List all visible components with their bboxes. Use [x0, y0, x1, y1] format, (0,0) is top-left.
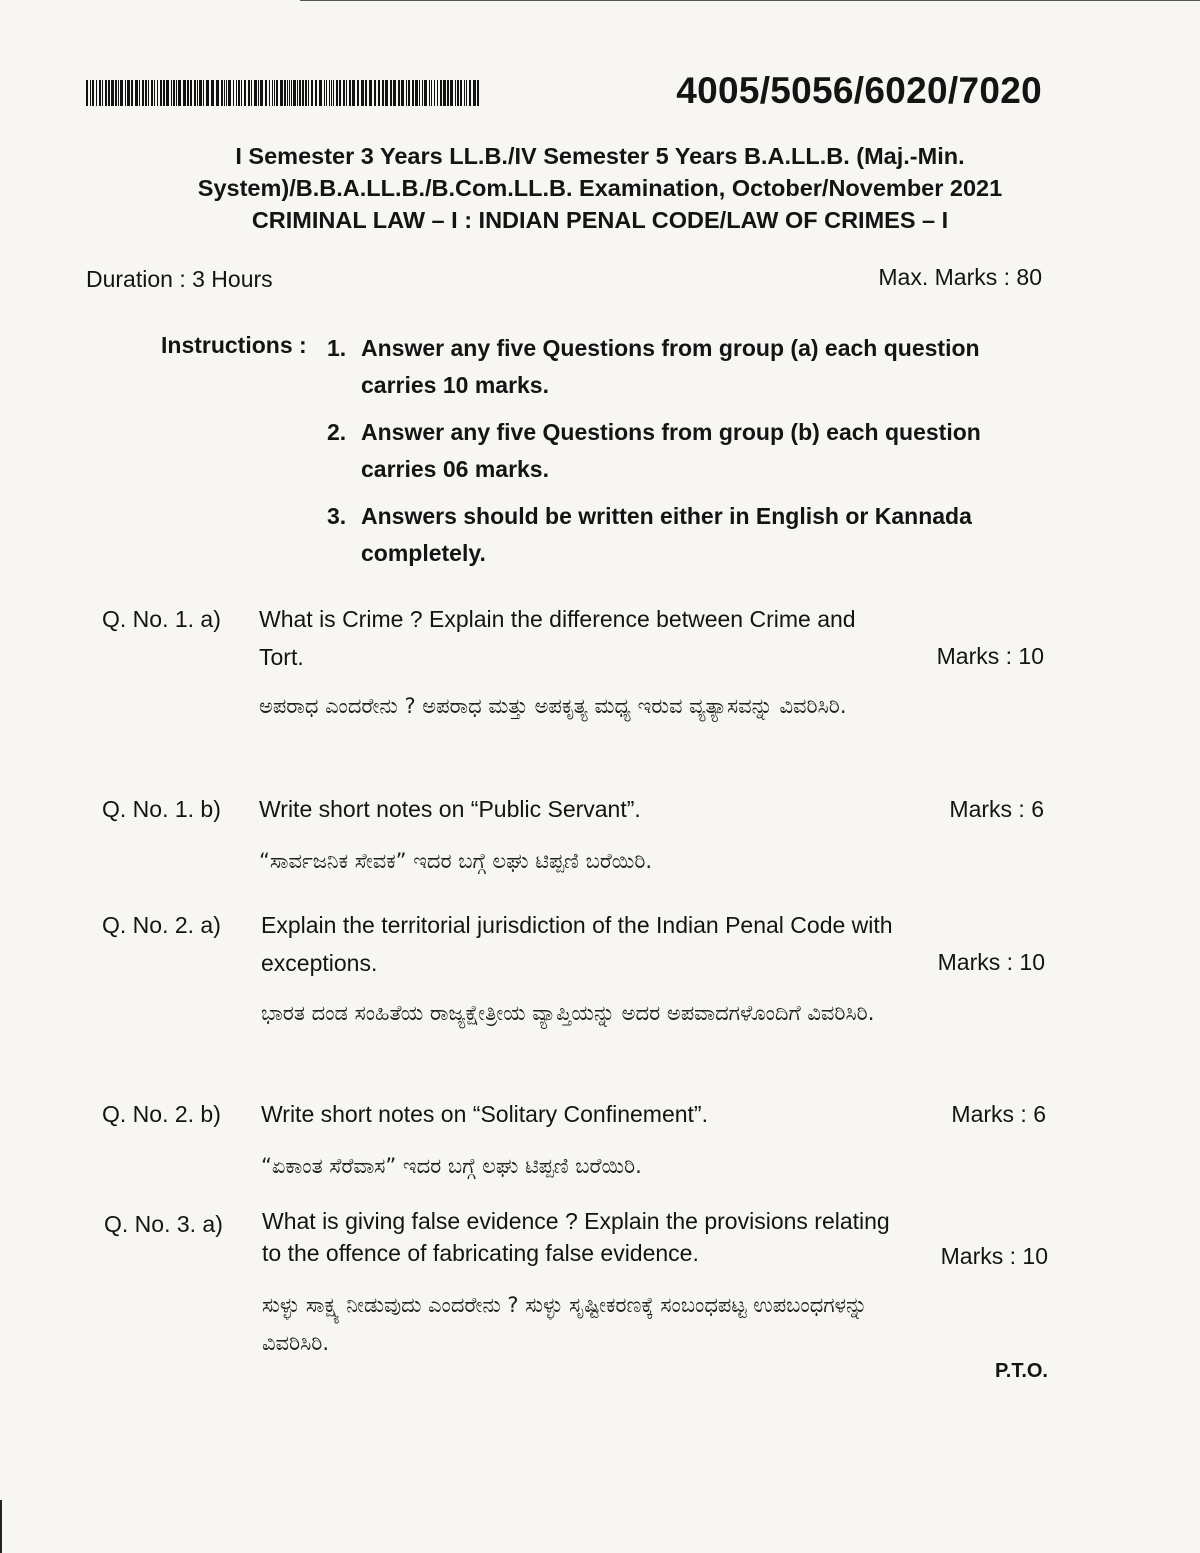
barcode-bar — [221, 80, 223, 106]
barcode-bar — [291, 80, 292, 106]
barcode-bar — [412, 80, 414, 106]
title-line-2: System)/B.B.A.LL.B./B.Com.LL.B. Examination, October/November 2021 — [197, 175, 1003, 201]
barcode-bar — [127, 80, 130, 106]
question-text-kannada: ಭಾರತ ದಂಡ ಸಂಹಿತೆಯ ರಾಜ್ಯಕ್ಷೇತ್ರೀಯ ವ್ಯಾಪ್ತಿಯನ್ನು ಅದರ ಅಪವಾದಗಳೊಂದಿಗೆ ವಿವರಿಸಿರಿ. — [261, 1001, 875, 1025]
barcode-bar — [244, 80, 246, 106]
barcode-bar — [199, 80, 202, 106]
question-text-english: What is giving false evidence ? Explain the provisions relating to the offence of fabricating false evidence. — [262, 1208, 890, 1266]
instructions-label: Instructions : — [161, 332, 307, 358]
barcode-bar — [443, 80, 446, 106]
barcode-bar — [226, 80, 227, 106]
barcode-bar — [385, 80, 388, 106]
barcode-bar — [297, 80, 298, 106]
barcode-bar — [361, 80, 364, 106]
barcode-bar — [382, 80, 384, 106]
barcode-bar — [90, 80, 91, 106]
question-text-english: Write short notes on “Public Servant”. — [259, 796, 641, 822]
instruction-item — [327, 498, 1007, 574]
barcode-bar — [469, 80, 471, 106]
barcode-bar — [96, 80, 97, 106]
barcode-bar — [157, 80, 158, 106]
barcode-bar — [440, 80, 442, 106]
barcode-bar — [187, 80, 189, 106]
barcode-bar — [251, 80, 252, 106]
title-line-3: CRIMINAL LAW – I : INDIAN PENAL CODE/LAW OF CRIMES – I — [251, 207, 949, 233]
barcode-bar — [343, 80, 345, 106]
barcode-bar — [315, 80, 317, 106]
question-text-english: Write short notes on “Solitary Confinement”. — [261, 1101, 708, 1127]
barcode-bar — [287, 80, 288, 106]
barcode-bar — [139, 80, 140, 106]
question-text-kannada: ಸುಳ್ಳು ಸಾಕ್ಷ್ಯ ನೀಡುವುದು ಎಂದರೇನು ? ಸುಳ್ಳು ಸೃಷ್ಟೀಕರಣಕ್ಕೆ ಸಂಬಂಧಪಟ್ಟ ಉಪಬಂಧಗಳನ್ನು ವಿವರಿಸಿರಿ. — [262, 1293, 868, 1355]
question-marks: Marks : 6 — [951, 1101, 1046, 1127]
barcode-bar — [108, 80, 110, 106]
barcode-bar — [466, 80, 467, 106]
barcode-bar — [105, 80, 107, 106]
question-number: Q. No. 1. b) — [102, 796, 221, 822]
barcode-bar — [289, 80, 290, 106]
barcode-bar — [390, 80, 392, 106]
barcode-bar — [333, 80, 334, 106]
barcode-bar — [111, 80, 114, 106]
barcode-bar — [265, 80, 267, 106]
barcode-bar — [299, 80, 301, 106]
question-number: Q. No. 3. a) — [104, 1211, 223, 1237]
barcode-bar — [160, 80, 162, 106]
question-number: Q. No. 1. a) — [102, 606, 221, 632]
barcode-bar — [374, 80, 376, 106]
barcode-bar — [248, 80, 250, 106]
barcode-bar — [99, 80, 101, 106]
barcode-bar — [241, 80, 242, 106]
barcode-bar — [148, 80, 149, 106]
barcode-bar — [329, 80, 330, 106]
barcode-bar — [457, 80, 459, 106]
barcode-bar — [272, 80, 273, 106]
title-line-1: I Semester 3 Years LL.B./IV Semester 5 Years B.A.LL.B. (Maj.-Min. — [235, 143, 965, 169]
barcode-bar — [324, 80, 325, 106]
barcode-bar — [284, 80, 286, 106]
barcode-bar — [190, 80, 192, 106]
barcode-bar — [224, 80, 225, 106]
paper-code: 4005/5056/6020/7020 — [676, 70, 1042, 111]
barcode-bar — [447, 80, 449, 106]
barcode-bar — [437, 80, 438, 106]
barcode-bar — [269, 80, 270, 106]
barcode-bar — [166, 80, 169, 106]
barcode-bar — [102, 80, 103, 106]
barcode-bar — [352, 80, 355, 106]
instruction-text: Answers should be written either in English or Kannada completely. — [361, 503, 972, 566]
barcode-bar — [115, 80, 117, 106]
barcode-bar — [450, 80, 453, 106]
barcode-bar — [408, 80, 410, 106]
barcode-bar — [419, 80, 420, 106]
barcode-bar — [434, 80, 435, 106]
barcode-bar — [236, 80, 237, 106]
barcode-bar — [260, 80, 263, 106]
barcode-bar — [258, 80, 259, 106]
barcode-bar — [293, 80, 296, 106]
question-text-kannada: “ಏಕಾಂತ ಸೆರೆವಾಸ” ಇದರ ಬಗ್ಗೆ ಲಘು ಟಿಪ್ಪಣಿ ಬರೆಯಿರಿ. — [261, 1154, 642, 1178]
barcode-bar — [228, 80, 231, 106]
question-marks: Marks : 6 — [949, 796, 1044, 822]
barcode-bar — [326, 80, 327, 106]
barcode-bar — [86, 80, 88, 106]
instruction-item — [327, 330, 1007, 406]
instruction-number: 2. — [327, 419, 347, 445]
instruction-item — [327, 414, 1007, 490]
barcode-bar — [477, 80, 479, 106]
barcode-bar — [429, 80, 430, 106]
barcode-bar — [349, 80, 351, 106]
barcode-bar — [339, 80, 341, 106]
barcode-bar — [305, 80, 307, 106]
barcode-bar — [194, 80, 196, 106]
barcode-bar — [276, 80, 278, 106]
barcode-bar — [319, 80, 322, 106]
question-marks: Marks : 10 — [936, 643, 1044, 669]
barcode-bar — [365, 80, 367, 106]
question-marks: Marks : 10 — [937, 949, 1045, 975]
barcode-bar — [216, 80, 219, 106]
question-text-english: What is Crime ? Explain the difference between Crime and Tort. — [259, 606, 856, 670]
instruction-text: Answer any five Questions from group (a) each question carries 10 marks. — [361, 335, 980, 398]
barcode-bar — [118, 80, 119, 106]
question-text-english: Explain the territorial jurisdiction of the Indian Penal Code with exceptions. — [261, 912, 893, 976]
barcode-bar — [92, 80, 94, 106]
barcode-bar — [173, 80, 175, 106]
barcode-bar — [302, 80, 304, 106]
barcode-bar — [455, 80, 456, 106]
barcode-bar — [406, 80, 407, 106]
barcode-bar — [197, 80, 198, 106]
instruction-number: 1. — [327, 335, 347, 361]
barcode-bar — [401, 80, 404, 106]
question-text-kannada: “ಸಾರ್ವಜನಿಕ ಸೇವಕ” ಇದರ ಬಗ್ಗೆ ಲಘು ಟಿಪ್ಪಣಿ ಬರೆಯಿರಿ. — [259, 849, 653, 873]
barcode-bar — [125, 80, 126, 106]
barcode-bar — [238, 80, 240, 106]
barcode-bar — [178, 80, 181, 106]
barcode-bar — [393, 80, 396, 106]
barcode-bar — [163, 80, 165, 106]
instruction-number: 3. — [327, 503, 347, 529]
duration: Duration : 3 Hours — [86, 266, 273, 292]
barcode-bar — [369, 80, 372, 106]
barcode-bar — [473, 80, 476, 106]
barcode-bar — [280, 80, 283, 106]
barcode-icon — [86, 80, 480, 106]
pto-note: P.T.O. — [995, 1360, 1048, 1382]
barcode-bar — [378, 80, 380, 106]
barcode-bar — [142, 80, 144, 106]
barcode-bar — [460, 80, 462, 106]
barcode-bar — [171, 80, 172, 106]
exam-title — [60, 140, 1140, 236]
barcode-bar — [135, 80, 138, 106]
barcode-bar — [233, 80, 234, 106]
barcode-bar — [145, 80, 147, 106]
barcode-bar — [336, 80, 338, 106]
barcode-bar — [415, 80, 418, 106]
barcode-bar — [206, 80, 209, 106]
barcode-bar — [211, 80, 214, 106]
barcode-bar — [346, 80, 347, 106]
scan-margin-line — [0, 1500, 2, 1553]
scan-edge-line — [300, 0, 1200, 1]
barcode-bar — [183, 80, 186, 106]
barcode-bar — [176, 80, 177, 106]
question-text-kannada: ಅಪರಾಧ ಎಂದರೇನು ? ಅಪರಾಧ ಮತ್ತು ಅಪಕೃತ್ಯ ಮಧ್ಯ ಇರುವ ವ್ಯತ್ಯಾಸವನ್ನು ವಿವರಿಸಿರಿ. — [259, 694, 847, 718]
barcode-bar — [422, 80, 423, 106]
max-marks: Max. Marks : 80 — [878, 264, 1042, 290]
barcode-bar — [357, 80, 359, 106]
barcode-bar — [398, 80, 400, 106]
barcode-bar — [424, 80, 427, 106]
question-marks: Marks : 10 — [940, 1243, 1048, 1269]
barcode-bar — [203, 80, 204, 106]
barcode-bar — [274, 80, 275, 106]
barcode-bar — [308, 80, 309, 106]
barcode-bar — [431, 80, 432, 106]
barcode-bar — [131, 80, 133, 106]
question-number: Q. No. 2. a) — [102, 912, 221, 938]
instruction-text: Answer any five Questions from group (b) each question carries 06 marks. — [361, 419, 981, 482]
barcode-bar — [254, 80, 257, 106]
barcode-bar — [331, 80, 332, 106]
question-number: Q. No. 2. b) — [102, 1101, 221, 1127]
barcode-bar — [311, 80, 313, 106]
barcode-bar — [151, 80, 153, 106]
barcode-bar — [154, 80, 155, 106]
barcode-bar — [464, 80, 465, 106]
barcode-bar — [120, 80, 123, 106]
